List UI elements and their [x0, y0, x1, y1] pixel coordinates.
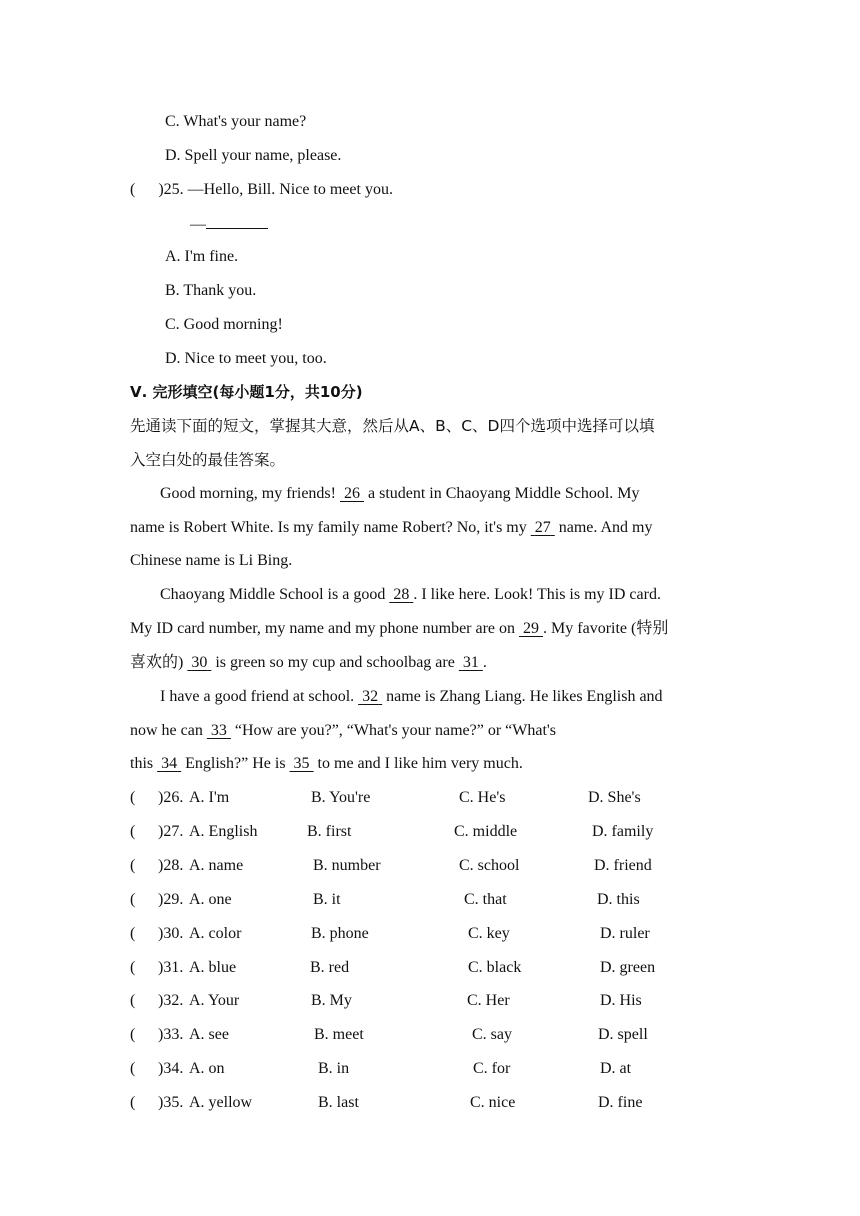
blank-35: 35 — [293, 755, 310, 772]
question-25 — [130, 179, 393, 201]
option-b: B. My — [311, 992, 352, 1010]
option-a: A. Your — [189, 992, 240, 1010]
option-a: A. I'm — [189, 789, 230, 806]
question-number: )26. — [158, 789, 184, 806]
blank-32: 32 — [362, 688, 379, 705]
passage-line — [130, 618, 668, 640]
option-c-25: C. Good morning! — [165, 316, 283, 333]
option-c: C. black — [468, 958, 522, 976]
passage-text: is green so my cup and schoolbag are — [211, 654, 459, 671]
answer-paren-open: ( — [130, 924, 136, 942]
blank-26: 26 — [343, 485, 360, 502]
passage-text: this — [130, 755, 158, 772]
option-c: C. nice — [470, 1094, 516, 1112]
answer-paren-open: ( — [130, 789, 136, 806]
option-d: D. His — [600, 992, 642, 1010]
option-c: C. for — [473, 1060, 511, 1078]
option-a: A. on — [189, 1060, 225, 1078]
answer-paren-open: ( — [130, 1094, 136, 1112]
option-b: B. last — [318, 1094, 359, 1112]
question-25-response — [190, 213, 268, 236]
option-a: A. see — [189, 1026, 229, 1044]
option-c: C. that — [464, 890, 507, 908]
blank-27: 27 — [534, 519, 551, 536]
option-d: D. green — [600, 958, 656, 976]
option-b: B. meet — [314, 1026, 364, 1044]
passage-text: name is Zhang Liang. He likes English and — [382, 688, 663, 705]
option-b: B. it — [313, 890, 341, 908]
option-c: C. Her — [467, 992, 510, 1010]
option-d: D. this — [597, 890, 640, 908]
blank-33: 33 — [210, 722, 227, 739]
passage-text: to me and I like him very much. — [313, 755, 523, 772]
option-a: A. English — [189, 822, 258, 840]
option-d: D. ruler — [600, 924, 650, 942]
question-number: )33. — [158, 1026, 184, 1044]
answer-paren-close: ) — [158, 181, 164, 198]
passage-text: a student in Chaoyang Middle School. My — [363, 485, 640, 502]
section-heading: Ⅴ. 完形填空(每小题1分，共10分) — [130, 383, 363, 401]
question-number: )27. — [158, 822, 184, 840]
passage-text: I have a good friend at school. — [160, 688, 359, 705]
option-c-prev: C. What's your name? — [165, 113, 307, 130]
option-b: B. phone — [311, 924, 369, 942]
option-a: A. yellow — [189, 1094, 253, 1112]
option-d: D. friend — [594, 856, 652, 874]
question-number: )34. — [158, 1060, 184, 1078]
passage-line — [130, 753, 523, 775]
option-b-25: B. Thank you. — [165, 282, 257, 299]
passage-text: . — [482, 654, 487, 671]
passage-text: . I like here. Look! This is my ID card. — [413, 586, 661, 603]
passage-text: My ID card number, my name and my phone number are on — [130, 620, 520, 637]
answer-paren-open: ( — [130, 890, 136, 908]
passage-line — [160, 483, 640, 505]
question-25-stem: 25. —Hello, Bill. Nice to meet you. — [163, 181, 393, 198]
question-number: )28. — [158, 856, 184, 874]
option-c: C. say — [472, 1026, 512, 1044]
question-number: )32. — [158, 992, 184, 1010]
blank-34: 34 — [161, 755, 178, 772]
passage-line — [130, 720, 556, 742]
option-c: C. key — [468, 924, 510, 942]
passage-line: Chinese name is Li Bing. — [130, 552, 293, 569]
option-c: C. He's — [459, 789, 506, 806]
option-d: D. fine — [598, 1094, 643, 1112]
blank-30: 30 — [191, 654, 208, 671]
instruction-line-2: 入空白处的最佳答案。 — [130, 451, 286, 469]
question-number: )31. — [158, 958, 184, 976]
response-blank — [206, 213, 268, 229]
option-d: D. spell — [598, 1026, 648, 1044]
passage-text: Good morning, my friends! — [160, 485, 340, 502]
option-c: C. middle — [454, 822, 518, 840]
option-d: D. She's — [588, 789, 641, 806]
answer-paren-open: ( — [130, 1060, 136, 1078]
option-d-25: D. Nice to meet you, too. — [165, 350, 327, 367]
answer-paren-open: ( — [130, 856, 136, 874]
option-a: A. one — [189, 890, 232, 908]
passage-text: . My favorite (特别 — [543, 620, 669, 637]
passage-line — [130, 517, 653, 539]
passage-text: now he can — [130, 722, 207, 739]
blank-31: 31 — [462, 654, 479, 671]
option-b: B. first — [307, 822, 352, 840]
instruction-line-1: 先通读下面的短文，掌握其大意，然后从A、B、C、D四个选项中选择可以填 — [130, 417, 655, 435]
passage-line — [160, 584, 661, 606]
option-d: D. family — [592, 822, 654, 840]
passage-text: name is Robert White. Is my family name Robert? No, it's my — [130, 519, 531, 536]
passage-text: Chaoyang Middle School is a good — [160, 586, 390, 603]
passage-text: name. And my — [554, 519, 653, 536]
answer-paren-open: ( — [130, 958, 136, 976]
question-number: )30. — [158, 924, 184, 942]
option-c: C. school — [459, 856, 520, 874]
blank-29: 29 — [523, 620, 540, 637]
answer-paren-open: ( — [130, 992, 136, 1010]
passage-line — [160, 686, 663, 708]
blank-28: 28 — [393, 586, 410, 603]
option-b: B. red — [310, 958, 350, 976]
option-a: A. name — [189, 856, 244, 874]
option-a: A. color — [189, 924, 242, 942]
option-d: D. at — [600, 1060, 632, 1078]
question-number: )29. — [158, 890, 184, 908]
passage-text: “How are you?”, “What's your name?” or “What's — [230, 722, 557, 739]
option-b: B. number — [313, 856, 381, 874]
passage-text: English?” He is — [181, 755, 290, 772]
answer-paren-open: ( — [130, 822, 136, 840]
option-a-25: A. I'm fine. — [165, 248, 239, 265]
question-number: )35. — [158, 1094, 184, 1112]
option-a: A. blue — [189, 958, 237, 976]
option-b: B. in — [318, 1060, 350, 1078]
answer-paren-open: ( — [130, 181, 136, 198]
passage-line — [130, 652, 487, 674]
answer-paren-open: ( — [130, 1026, 136, 1044]
option-b: B. You're — [311, 789, 371, 806]
passage-text: 喜欢的) — [130, 654, 188, 671]
option-d-prev: D. Spell your name, please. — [165, 147, 342, 164]
dash: — — [190, 216, 206, 233]
